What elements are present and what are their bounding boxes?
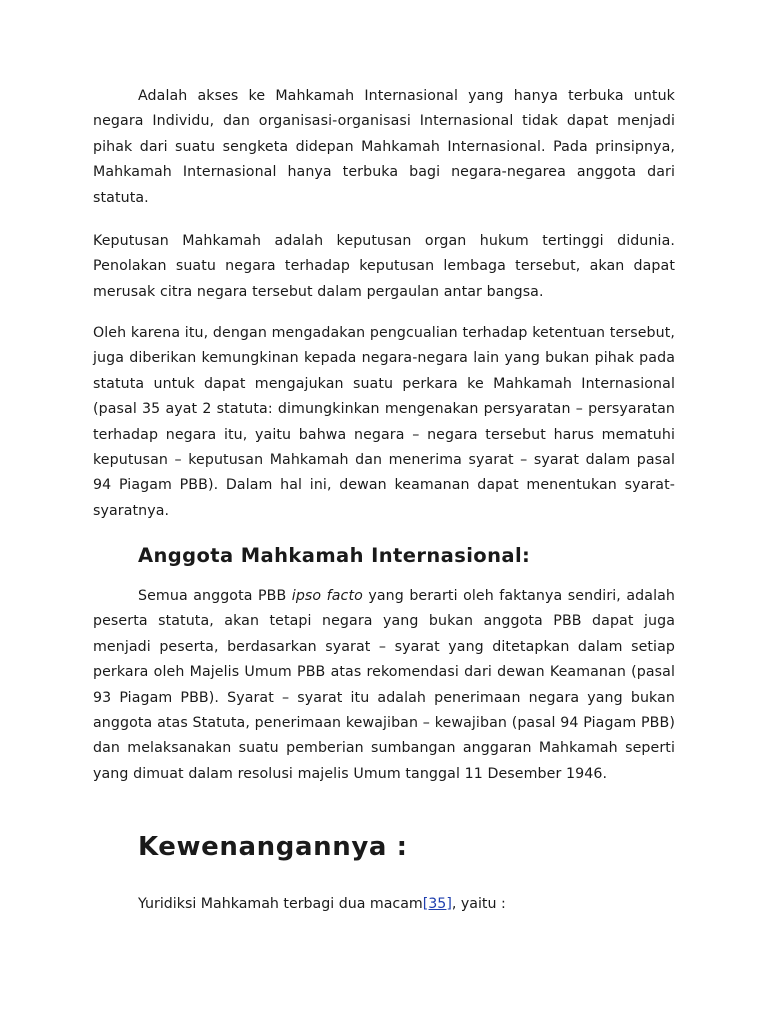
jurisdiction-text: Yuridiksi Mahkamah terbagi dua macam (138, 896, 423, 912)
paragraph-exception: Oleh karena itu, dengan mengadakan pengcualian terhadap ketentuan tersebut, juga diberikan kemungkinan kepada negara-negara lain yang bukan pihak pada statuta untuk dapat mengajukan suatu perkara ke Mahkamah Internasional (pasal 35 ayat 2 statuta: dimungkinkan mengenakan persyaratan – persyaratan terhadap negara itu, yaitu bahwa negara – negara tersebut harus mematuhi keputusan – keputusan Mahkamah dan menerima syarat – syarat dalam pasal 94 Piagam PBB). Dalam hal ini, dewan keamanan dapat menentukan syarat-syaratnya. (93, 325, 675, 519)
paragraph-members (93, 584, 675, 787)
heading-members: Anggota Mahkamah Internasional: (138, 544, 531, 567)
paragraph-jurisdiction (138, 892, 506, 917)
members-italic-term: ipso facto (291, 588, 363, 604)
jurisdiction-text-end: , yaitu : (451, 896, 506, 912)
paragraph-access: Adalah akses ke Mahkamah Internasional yang hanya terbuka untuk negara Individu, dan organisasi-organisasi Internasional tidak dapat menjadi pihak dari suatu sengketa didepan Mahkamah Internasional. Pada prinsipnya, Mahkamah Internasional hanya terbuka bagi negara-negarea anggota dari statuta. (93, 88, 675, 206)
members-text-end: yang berarti oleh faktanya sendiri, adalah peserta statuta, akan tetapi negara yang bukan anggota PBB dapat juga menjadi peserta, berdasarkan syarat – syarat yang ditetapkan dalam setiap perkara oleh Majelis Umum PBB atas rekomendasi dari dewan Keamanan (pasal 93 Piagam PBB). Syarat – syarat itu adalah penerimaan negara yang bukan anggota atas Statuta, penerimaan kewajiban – kewajiban (pasal 94 Piagam PBB) dan melaksanakan suatu pemberian sumbangan anggaran Mahkamah seperti yang dimuat dalam resolusi majelis Umum tanggal 11 Desember 1946. (93, 588, 676, 782)
members-text-start: Semua anggota PBB (138, 588, 292, 604)
citation-link[interactable]: [35] (422, 896, 452, 912)
paragraph-decision: Keputusan Mahkamah adalah keputusan organ hukum tertinggi didunia. Penolakan suatu negara terhadap keputusan lembaga tersebut, akan dapat merusak citra negara tersebut dalam pergaulan antar bangsa. (93, 233, 675, 300)
heading-authority: Kewenangannya : (138, 832, 408, 862)
